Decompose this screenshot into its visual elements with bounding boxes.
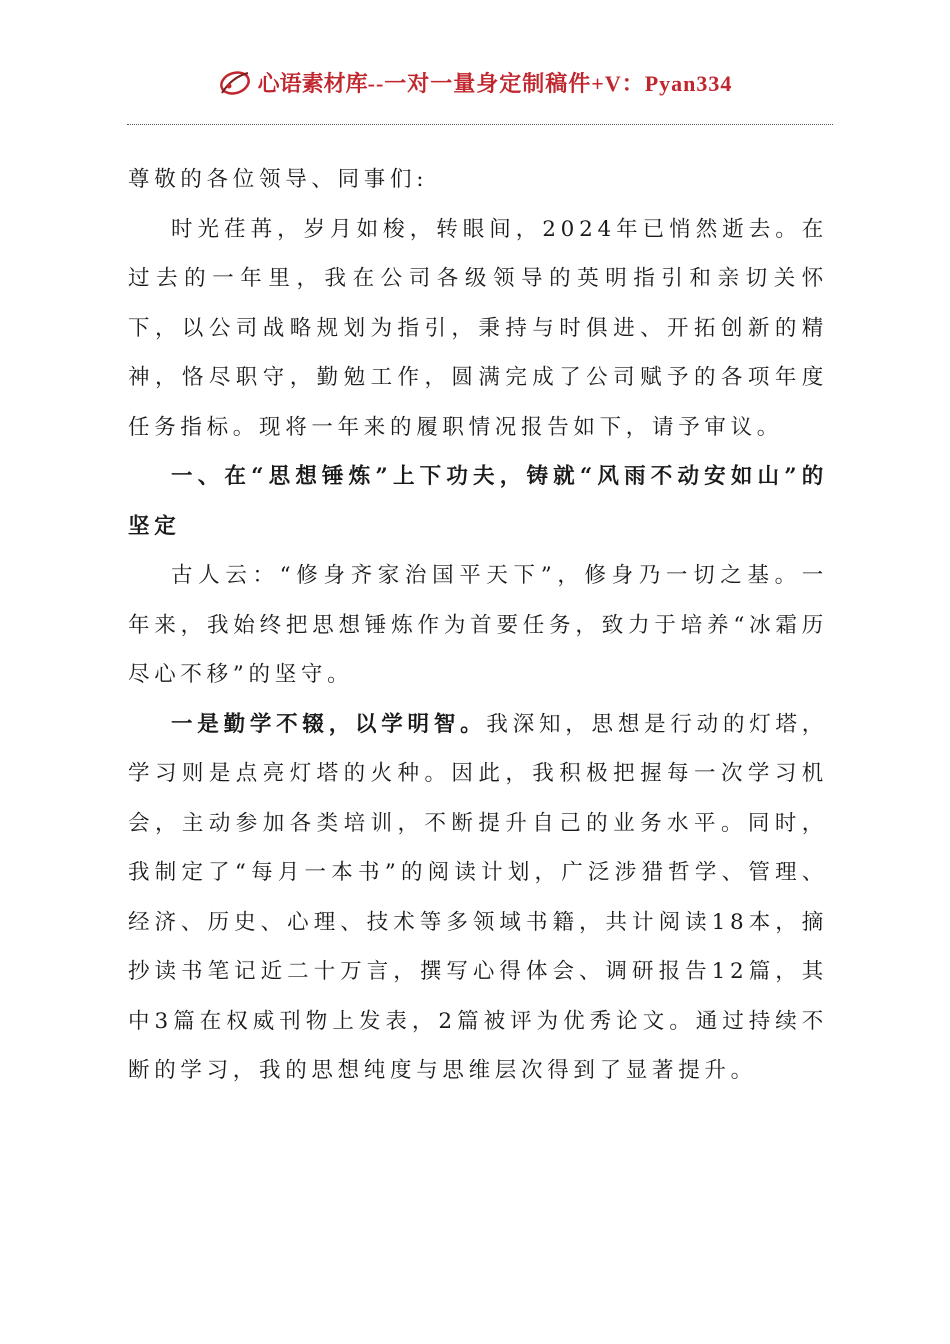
- salutation: 尊敬的各位领导、同事们:: [128, 167, 429, 192]
- brand-name: 心语素材库: [257, 70, 368, 96]
- brand-logo-icon: [218, 67, 256, 97]
- section-heading: 一、在“思想锤炼”上下功夫，铸就“风雨不动安如山”的坚定: [128, 464, 828, 539]
- header-tagline: --一对一量身定制稿件+V：Pyan334: [367, 70, 733, 96]
- point-paragraph: [128, 700, 828, 1096]
- section-intro-paragraph: 古人云：“修身齐家治国平天下”，修身乃一切之基。一年来，我始终把思想锤炼作为首要任务，致力于培养“冰霜历尽心不移”的坚守。: [128, 563, 828, 687]
- point-lead: 一是勤学不辍，以学明智。: [171, 711, 487, 737]
- intro-paragraph: 时光荏苒，岁月如梭，转眼间，2024年已悄然逝去。在过去的一年里，我在公司各级领导的英明指引和亲切关怀下，以公司战略规划为指引，秉持与时俱进、开拓创新的精神，恪尽职守，勤勉工作，圆满完成了公司赋予的各项年度任务指标。现将一年来的履职情况报告如下，请予审议。: [128, 216, 828, 440]
- page-header: [0, 62, 950, 102]
- point-text: 我深知，思想是行动的灯塔，学习则是点亮灯塔的火种。因此，我积极把握每一次学习机会，主动参加各类培训，不断提升自己的业务水平。同时，我制定了“每月一本书”的阅读计划，广泛涉猎哲学、管理、经济、历史、心理、技术等多领域书籍，共计阅读18本，摘抄读书笔记近二十万言，撰写心得体会、调研报告12篇，其中3篇在权威刊物上发表，2篇被评为优秀论文。通过持续不断的学习，我的思想纯度与思维层次得到了显著提升。: [128, 711, 828, 1083]
- document-body: [128, 155, 828, 1096]
- header-divider: [127, 124, 833, 125]
